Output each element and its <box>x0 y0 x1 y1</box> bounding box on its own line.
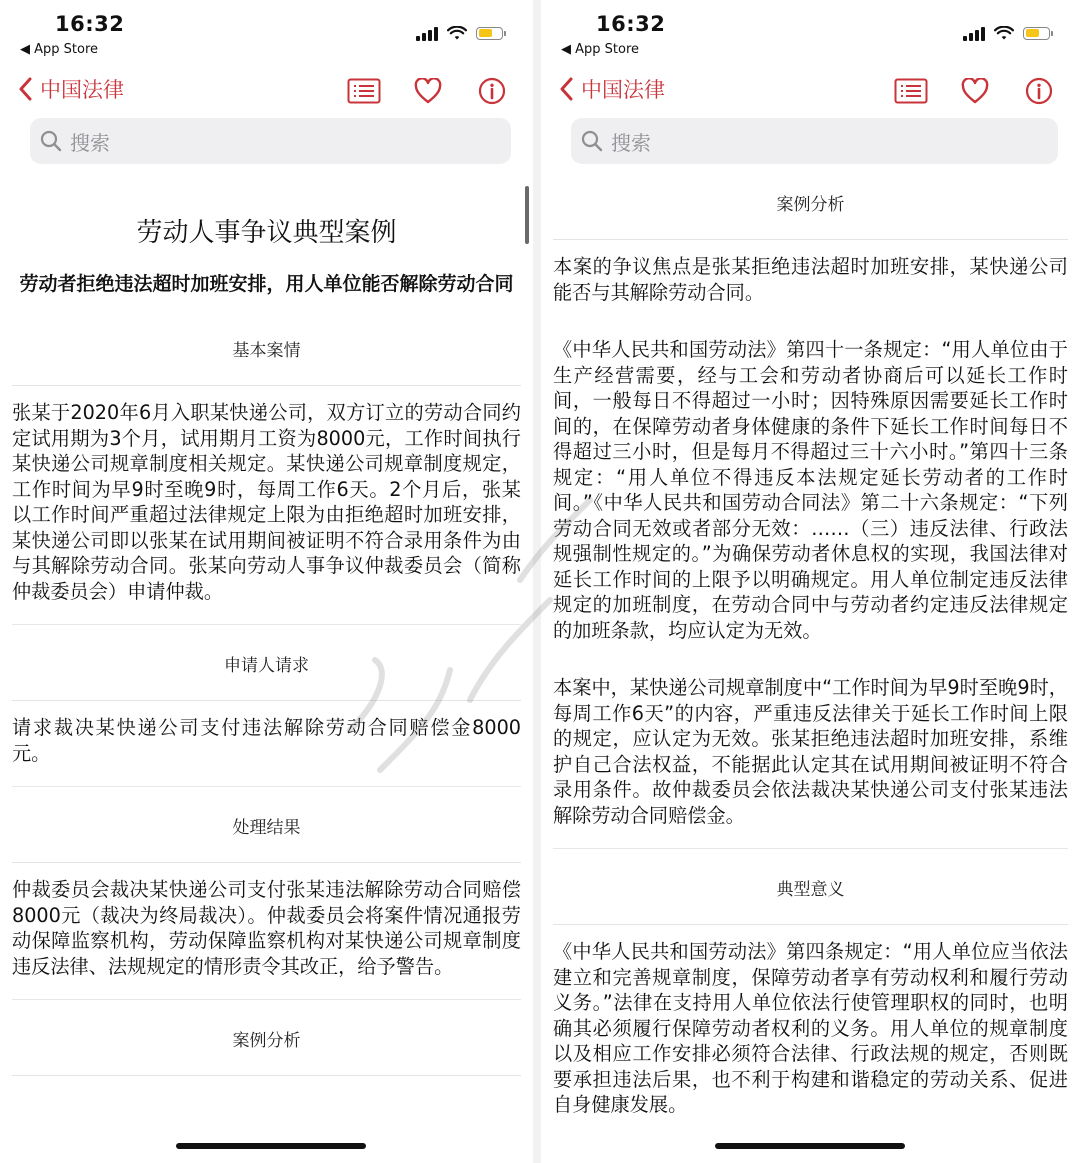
nav-actions <box>345 74 511 108</box>
home-indicator[interactable] <box>176 1143 366 1149</box>
status-time: 16:32 <box>55 12 125 36</box>
wifi-icon <box>447 26 467 41</box>
chevron-left-icon <box>559 77 573 101</box>
favorite-button[interactable] <box>956 74 994 108</box>
section-paragraph: 请求裁决某快递公司支付违法解除劳动合同赔偿金8000元。 <box>12 716 521 765</box>
info-icon <box>1025 77 1053 105</box>
table-of-contents-button[interactable] <box>892 74 930 108</box>
navigation-bar <box>541 66 1080 114</box>
status-bar <box>541 0 1080 66</box>
heart-icon <box>414 78 442 104</box>
nav-back-button[interactable] <box>559 74 665 104</box>
section-heading: 申请人请求 <box>12 624 521 701</box>
info-button[interactable] <box>1020 74 1058 108</box>
search-placeholder: 搜索 <box>70 130 110 155</box>
back-to-app-store[interactable]: ◀ App Store <box>20 42 99 57</box>
section-paragraph: 本案的争议焦点是张某拒绝违法超时加班安排，某快递公司能否与其解除劳动合同。 <box>553 255 1068 304</box>
article-content <box>541 184 1080 1163</box>
section-heading: 案例分析 <box>12 999 521 1076</box>
chevron-left-icon <box>18 77 32 101</box>
section-paragraph: 《中华人民共和国劳动法》第四十一条规定：“用人单位由于生产经营需要，经与工会和劳动者协商后可以延长工作时间，一般每日不得超过一小时；因特殊原因需要延长工作时间的，在保障劳动者身体健康的条件下延长工作时间每日不得超过三小时，但是每月不得超过三十六小时。”第四十三条规定：“用人单位不得违反本法规定延长劳动者的工作时间。”《中华人民共和国劳动合同法》第二十六条规定：“下列劳动合同无效或者部分无效：……（三）违反法律、行政法规强制性规定的。”为确保劳动者休息权的实现，我国法律对延长工作时间的上限予以明确规定。用人单位制定违反法律规定的加班制度，在劳动合同中与劳动者约定违反法律规定的加班条款，均应认定为无效。 <box>553 338 1068 642</box>
cellular-signal-icon <box>963 25 985 41</box>
system-indicators <box>416 22 503 44</box>
navigation-bar <box>0 66 533 114</box>
battery-icon <box>1023 27 1050 40</box>
home-indicator[interactable] <box>715 1143 905 1149</box>
wifi-icon <box>994 26 1014 41</box>
nav-back-label: 中国法律 <box>40 78 124 102</box>
status-time: 16:32 <box>596 12 666 36</box>
scroll-indicator[interactable] <box>525 186 529 244</box>
section-heading: 案例分析 <box>553 184 1068 240</box>
section-paragraph: 仲裁委员会裁决某快递公司支付张某违法解除劳动合同赔偿8000元（裁决为终局裁决）。仲裁委员会将案件情况通报劳动保障监察机构，劳动保障监察机构对某快递公司规章制度违反法律、法规规定的情形责令其改正，给予警告。 <box>12 878 521 978</box>
section-paragraph: 《中华人民共和国劳动法》第四条规定：“用人单位应当依法建立和完善规章制度，保障劳动者享有劳动权利和履行劳动义务。”法律在支持用人单位依法行使管理职权的同时，也明确其必须履行保障劳动者权利的义务。用人单位的规章制度以及相应工作安排必须符合法律、行政法规的规定，否则既要承担违法后果，也不利于构建和谐稳定的劳动关系、促进自身健康发展。 <box>553 940 1068 1116</box>
left-phone-screen <box>0 0 533 1163</box>
back-to-app-store[interactable]: ◀ App Store <box>561 42 640 57</box>
list-icon <box>347 78 381 104</box>
screenshot-divider <box>533 0 541 1163</box>
table-of-contents-button[interactable] <box>345 74 383 108</box>
article-content <box>0 180 533 1163</box>
favorite-button[interactable] <box>409 74 447 108</box>
nav-back-button[interactable] <box>18 74 124 104</box>
status-bar <box>0 0 533 66</box>
search-input[interactable] <box>30 118 511 164</box>
list-icon <box>894 78 928 104</box>
section-heading: 基本案情 <box>12 332 521 386</box>
section-heading: 典型意义 <box>553 848 1068 925</box>
section-heading: 处理结果 <box>12 786 521 863</box>
search-icon <box>40 130 62 152</box>
battery-icon <box>476 27 503 40</box>
search-icon <box>581 130 603 152</box>
document-title: 劳动人事争议典型案例 <box>136 218 397 248</box>
search-input[interactable] <box>571 118 1058 164</box>
info-icon <box>478 77 506 105</box>
back-app-label: App Store <box>575 42 640 57</box>
heart-icon <box>961 78 989 104</box>
nav-back-label: 中国法律 <box>581 78 665 102</box>
nav-actions <box>892 74 1058 108</box>
info-button[interactable] <box>473 74 511 108</box>
right-phone-screen <box>541 0 1080 1163</box>
system-indicators <box>963 22 1050 44</box>
case-title: 劳动者拒绝违法超时加班安排，用人单位能否解除劳动合同 <box>19 273 514 295</box>
cellular-signal-icon <box>416 25 438 41</box>
section-paragraph: 张某于2020年6月入职某快递公司，双方订立的劳动合同约定试用期为3个月，试用期月工资为8000元，工作时间执行某快递公司规章制度相关规定。某快递公司规章制度规定，工作时间为早9时至晚9时，每周工作6天。2个月后，张某以工作时间严重超过法律规定上限为由拒绝超时加班安排，某快递公司即以张某在试用期间被证明不符合录用条件为由与其解除劳动合同。张某向劳动人事争议仲裁委员会（简称仲裁委员会）申请仲裁。 <box>12 401 521 603</box>
back-app-label: App Store <box>34 42 99 57</box>
search-placeholder: 搜索 <box>611 130 651 155</box>
section-paragraph: 本案中，某快递公司规章制度中“工作时间为早9时至晚9时，每周工作6天”的内容，严重违反法律关于延长工作时间上限的规定，应认定为无效。张某拒绝违法超时加班安排，系维护自己合法权益，不能据此认定其在试用期间被证明不符合录用条件。故仲裁委员会依法裁决某快递公司支付张某违法解除劳动合同赔偿金。 <box>553 676 1068 827</box>
